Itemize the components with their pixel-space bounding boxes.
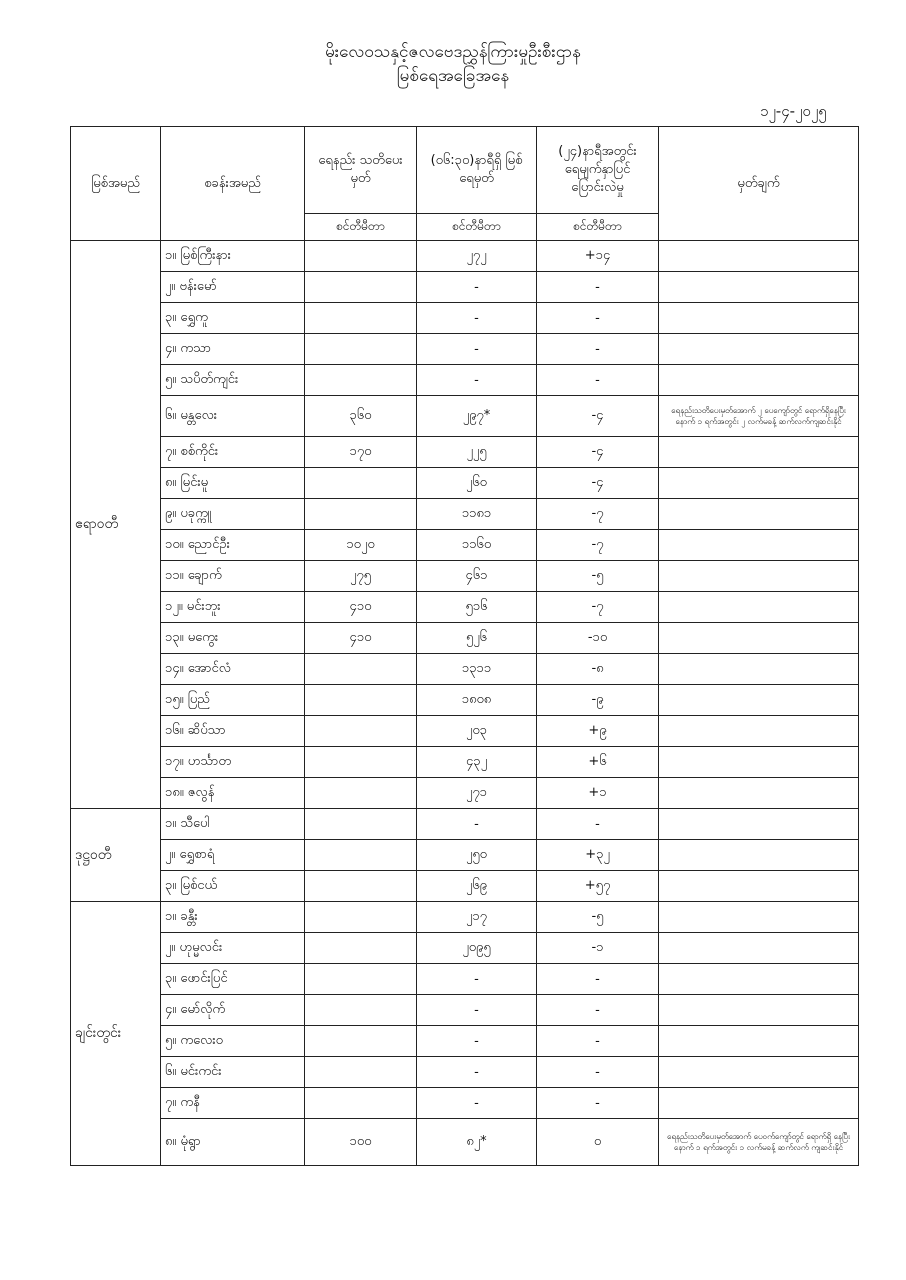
station-name: ၁၅။ ပြည်: [161, 685, 305, 716]
level-change: -၁: [537, 933, 659, 964]
table-row: [71, 396, 859, 437]
level-change: +၉: [537, 716, 659, 747]
table-row: [71, 902, 859, 933]
level-change: -၇: [537, 530, 659, 561]
station-name: ၁။ ခန္တီး: [161, 902, 305, 933]
warning-level: ၃၆၀: [305, 396, 417, 437]
station-name: ၇။ ကနီ: [161, 1088, 305, 1119]
level-change: -: [537, 272, 659, 303]
table-body: [71, 241, 859, 1166]
station-name: ၉။ ပခုက္ကူ: [161, 499, 305, 530]
level-change: +၆: [537, 747, 659, 778]
warning-level: [305, 685, 417, 716]
remark-cell: ရေနည်းသတိပေးမှတ်အောက် ၂ ပေကျော်တွင် ရောက်ရှိနေပြီး နောက် ၁ ရက်အတွင်း ၂ လက်မခန့် ဆက်လက်ကျဆင်းနိုင်: [659, 396, 859, 437]
warning-level: ၄၁၀: [305, 592, 417, 623]
station-name: ၄။ ကသာ: [161, 334, 305, 365]
station-name: ၆။ မင်းကင်း: [161, 1057, 305, 1088]
warning-level: ၄၁၀: [305, 623, 417, 654]
level-change: -: [537, 334, 659, 365]
warning-level: [305, 1057, 417, 1088]
station-name: ၂။ ရွှေစာရံ: [161, 840, 305, 871]
remark-cell: [659, 303, 859, 334]
remark-cell: [659, 964, 859, 995]
station-name: ၃။ မြစ်ငယ်: [161, 871, 305, 902]
col-header-current: (၀၆:၃၀)နာရီရှိ မြစ်ရေမှတ်: [417, 127, 537, 214]
warning-level: [305, 778, 417, 809]
remark-cell: [659, 685, 859, 716]
current-level: ၂၅၀: [417, 840, 537, 871]
station-name: ၄။ မော်လိုက်: [161, 995, 305, 1026]
warning-level: [305, 933, 417, 964]
current-level: ၂၇၂: [417, 241, 537, 272]
table-row: [71, 365, 859, 396]
current-level: ၄၆၁: [417, 561, 537, 592]
remark-cell: [659, 871, 859, 902]
station-name: ၁၇။ ဟင်္သာတ: [161, 747, 305, 778]
level-change: -၅: [537, 561, 659, 592]
report-title: မြစ်ရေအခြေအနေ: [396, 66, 510, 86]
table-row: [71, 1057, 859, 1088]
station-name: ၁။ မြစ်ကြီးနား: [161, 241, 305, 272]
unit-label: စင်တီမီတာ: [305, 214, 417, 241]
table-row: [71, 592, 859, 623]
current-level: -: [417, 303, 537, 334]
remark-cell: [659, 272, 859, 303]
current-level: -: [417, 365, 537, 396]
warning-level: [305, 809, 417, 840]
station-name: ၃။ ဖောင်းပြင်: [161, 964, 305, 995]
station-name: ၇။ စစ်ကိုင်း: [161, 437, 305, 468]
warning-level: [305, 995, 417, 1026]
table-row: [71, 1119, 859, 1166]
station-name: ၂။ ဟုမ္မလင်း: [161, 933, 305, 964]
current-level: ၅၁၆: [417, 592, 537, 623]
level-change: -: [537, 1026, 659, 1057]
level-change: -၇: [537, 592, 659, 623]
table-row: [71, 964, 859, 995]
table-row: [71, 685, 859, 716]
table-row: [71, 334, 859, 365]
remark-cell: [659, 716, 859, 747]
remark-cell: [659, 561, 859, 592]
unit-label: စင်တီမီတာ: [537, 214, 659, 241]
level-change: -: [537, 995, 659, 1026]
river-name: ချင်းတွင်း: [71, 902, 161, 1166]
station-name: ၁၃။ မကွေး: [161, 623, 305, 654]
current-level: -: [417, 964, 537, 995]
warning-level: [305, 716, 417, 747]
level-change: -၇: [537, 499, 659, 530]
level-change: -၄: [537, 396, 659, 437]
level-change: -: [537, 809, 659, 840]
table-row: [71, 654, 859, 685]
table-row: [71, 468, 859, 499]
remark-cell: [659, 592, 859, 623]
river-level-table: [70, 126, 859, 1166]
warning-level: [305, 902, 417, 933]
warning-level: [305, 1026, 417, 1057]
current-level: ၂၀၃: [417, 716, 537, 747]
remark-cell: [659, 437, 859, 468]
col-header-river: မြစ်အမည်: [71, 127, 161, 241]
level-change: -၁၀: [537, 623, 659, 654]
level-change: -: [537, 1057, 659, 1088]
station-name: ၃။ ရွှေကူ: [161, 303, 305, 334]
current-level: ၂၇၁: [417, 778, 537, 809]
table-row: [71, 778, 859, 809]
remark-cell: ရေနည်းသတိပေးမှတ်အောက် ပေဝက်ကျော်တွင် ရောက်ရှိ နေပြီး နောက် ၁ ရက်အတွင်း ၁ လက်မခန့် ဆက်လက် ကျဆင်းနိုင်: [659, 1119, 859, 1166]
table-row: [71, 871, 859, 902]
level-change: +၅၇: [537, 871, 659, 902]
level-change: -၉: [537, 685, 659, 716]
table-row: [71, 561, 859, 592]
remark-cell: [659, 995, 859, 1026]
remark-cell: [659, 530, 859, 561]
table-row: [71, 716, 859, 747]
current-level: ၁၁၆၀: [417, 530, 537, 561]
level-change: -၈: [537, 654, 659, 685]
river-name: ဒုဋ္ဌဝတီ: [71, 809, 161, 902]
current-level: -: [417, 995, 537, 1026]
level-change: +၁: [537, 778, 659, 809]
current-level: ၂၆၉: [417, 871, 537, 902]
current-level: ၁၃၁၁: [417, 654, 537, 685]
remark-cell: [659, 1026, 859, 1057]
current-level: -: [417, 809, 537, 840]
station-name: ၁၂။ မင်းဘူး: [161, 592, 305, 623]
remark-cell: [659, 334, 859, 365]
table-row: [71, 995, 859, 1026]
remark-cell: [659, 365, 859, 396]
current-level: -: [417, 272, 537, 303]
table-row: [71, 840, 859, 871]
current-level: ၂၂၅: [417, 437, 537, 468]
station-name: ၁၁။ ချောက်: [161, 561, 305, 592]
level-change: -: [537, 1088, 659, 1119]
current-level: -: [417, 1088, 537, 1119]
current-level: ၂၆၀: [417, 468, 537, 499]
level-change: -၄: [537, 468, 659, 499]
remark-cell: [659, 654, 859, 685]
table-row: [71, 747, 859, 778]
station-name: ၁။ သီပေါ: [161, 809, 305, 840]
table-row: [71, 933, 859, 964]
current-level: -: [417, 334, 537, 365]
current-level: ၂၁၇: [417, 902, 537, 933]
current-level: ၄၃၂: [417, 747, 537, 778]
remark-cell: [659, 778, 859, 809]
warning-level: [305, 747, 417, 778]
remark-cell: [659, 933, 859, 964]
river-name: ဧရာဝတီ: [71, 241, 161, 809]
warning-level: [305, 1088, 417, 1119]
page-title: [0, 40, 906, 88]
warning-level: [305, 241, 417, 272]
station-name: ၁၈။ ဇလွန်: [161, 778, 305, 809]
table-row: [71, 499, 859, 530]
table-row: [71, 437, 859, 468]
station-name: ၈။ မုံရွာ: [161, 1119, 305, 1166]
warning-level: ၂၇၅: [305, 561, 417, 592]
remark-cell: [659, 902, 859, 933]
warning-level: [305, 303, 417, 334]
remark-cell: [659, 1088, 859, 1119]
station-name: ၂။ ဗန်းမော်: [161, 272, 305, 303]
warning-level: [305, 468, 417, 499]
current-level: ၂၉၇*: [417, 396, 537, 437]
station-name: ၁၄။ အောင်လံ: [161, 654, 305, 685]
current-level: ၅၂၆: [417, 623, 537, 654]
warning-level: [305, 365, 417, 396]
station-name: ၈။ မြင်းမူ: [161, 468, 305, 499]
table-row: [71, 241, 859, 272]
remark-cell: [659, 840, 859, 871]
station-name: ၆။ မန္တလေး: [161, 396, 305, 437]
remark-cell: [659, 623, 859, 654]
warning-level: [305, 871, 417, 902]
current-level: ၈၂*: [417, 1119, 537, 1166]
unit-label: စင်တီမီတာ: [417, 214, 537, 241]
table-row: [71, 1026, 859, 1057]
table-row: [71, 623, 859, 654]
report-date: ၁၂-၄-၂၀၂၅: [760, 102, 827, 120]
level-change: -: [537, 303, 659, 334]
level-change: -: [537, 964, 659, 995]
department-name: မိုးလေဝသနှင့်ဇလဗေဒညွှန်ကြားမှုဦးစီးဌာန: [325, 42, 581, 62]
remark-cell: [659, 1057, 859, 1088]
level-change: -၄: [537, 437, 659, 468]
remark-cell: [659, 747, 859, 778]
warning-level: ၁၀၀: [305, 1119, 417, 1166]
remark-cell: [659, 468, 859, 499]
station-name: ၅။ ကလေးဝ: [161, 1026, 305, 1057]
table-row: [71, 272, 859, 303]
warning-level: [305, 654, 417, 685]
table-row: [71, 303, 859, 334]
station-name: ၁၀။ ညောင်ဦး: [161, 530, 305, 561]
remark-cell: [659, 241, 859, 272]
remark-cell: [659, 809, 859, 840]
station-name: ၅။ သပိတ်ကျင်း: [161, 365, 305, 396]
level-change: +၃၂: [537, 840, 659, 871]
remark-cell: [659, 499, 859, 530]
current-level: ၁၈၀၈: [417, 685, 537, 716]
col-header-warning: ရေနည်း သတိပေးမှတ်: [305, 127, 417, 214]
table-row: [71, 809, 859, 840]
warning-level: [305, 964, 417, 995]
warning-level: ၁၇၀: [305, 437, 417, 468]
warning-level: [305, 334, 417, 365]
current-level: -: [417, 1026, 537, 1057]
level-change: -: [537, 365, 659, 396]
col-header-remark: မှတ်ချက်: [659, 127, 859, 241]
current-level: -: [417, 1057, 537, 1088]
col-header-station: စခန်းအမည်: [161, 127, 305, 241]
station-name: ၁၆။ ဆိပ်သာ: [161, 716, 305, 747]
col-header-change: (၂၄)နာရီအတွင်း ရေမျက်နှာပြင် ပြောင်းလဲမှု: [537, 127, 659, 214]
warning-level: ၁၀၂၀: [305, 530, 417, 561]
level-change: +၁၄: [537, 241, 659, 272]
table-row: [71, 530, 859, 561]
warning-level: [305, 840, 417, 871]
level-change: -၅: [537, 902, 659, 933]
current-level: ၁၁၈၁: [417, 499, 537, 530]
warning-level: [305, 499, 417, 530]
current-level: ၂၀၉၅: [417, 933, 537, 964]
level-change: ၀: [537, 1119, 659, 1166]
warning-level: [305, 272, 417, 303]
table-row: [71, 1088, 859, 1119]
